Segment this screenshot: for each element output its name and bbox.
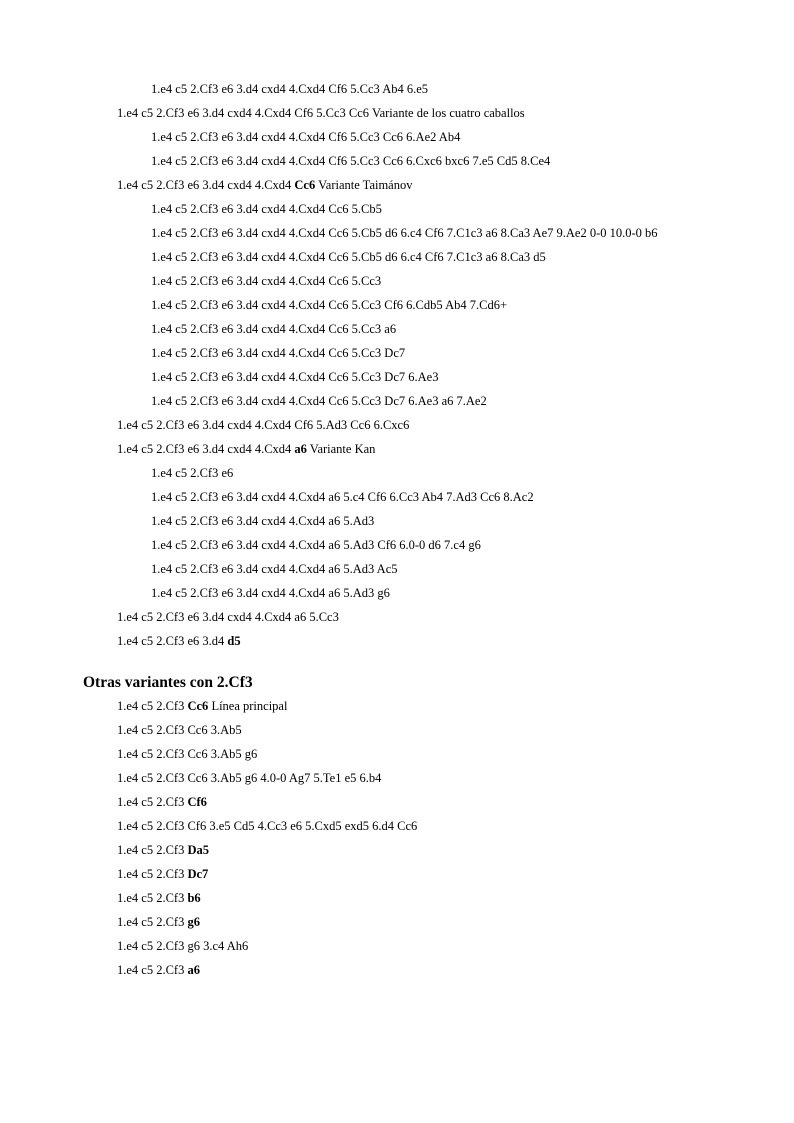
variation-line bbox=[151, 465, 233, 481]
variation-line bbox=[117, 105, 525, 121]
variation-line bbox=[117, 818, 417, 834]
move-sequence: 1.e4 c5 2.Cf3 e6 3.d4 cxd4 4.Cxd4 Cf6 5.Cc3 Cc6 6.Ae2 Ab4 bbox=[151, 130, 461, 144]
move-sequence: 1.e4 c5 2.Cf3 Cc6 3.Ab5 bbox=[117, 723, 242, 737]
variation-line bbox=[151, 561, 398, 577]
variation-line bbox=[117, 770, 381, 786]
key-move: Da5 bbox=[187, 843, 210, 857]
variation-line bbox=[117, 722, 242, 738]
move-sequence: 1.e4 c5 2.Cf3 e6 3.d4 cxd4 4.Cxd4 a6 5.Ad3 bbox=[151, 514, 375, 528]
key-move: Cc6 bbox=[187, 699, 209, 713]
move-sequence: 1.e4 c5 2.Cf3 bbox=[117, 891, 188, 905]
variation-line bbox=[151, 273, 381, 289]
move-sequence: 1.e4 c5 2.Cf3 bbox=[117, 699, 188, 713]
variation-line bbox=[151, 537, 481, 553]
variation-line bbox=[117, 698, 287, 714]
move-sequence: 1.e4 c5 2.Cf3 e6 3.d4 cxd4 4.Cxd4 Cc6 5.Cc3 Dc7 6.Ae3 a6 7.Ae2 bbox=[151, 394, 487, 408]
move-sequence: 1.e4 c5 2.Cf3 e6 3.d4 cxd4 4.Cxd4 Cc6 5.Cc3 Cf6 6.Cdb5 Ab4 7.Cd6+ bbox=[151, 298, 507, 312]
variation-line bbox=[151, 201, 382, 217]
variation-line bbox=[151, 153, 550, 169]
move-sequence: 1.e4 c5 2.Cf3 e6 3.d4 cxd4 4.Cxd4 Cc6 5.Cc3 Dc7 6.Ae3 bbox=[151, 370, 439, 384]
move-sequence: 1.e4 c5 2.Cf3 e6 3.d4 cxd4 4.Cxd4 a6 5.Ad3 Ac5 bbox=[151, 562, 398, 576]
move-sequence: 1.e4 c5 2.Cf3 e6 3.d4 cxd4 4.Cxd4 a6 5.Ad3 g6 bbox=[151, 586, 390, 600]
variation-line bbox=[117, 962, 200, 978]
key-move: g6 bbox=[187, 915, 200, 929]
variation-line bbox=[151, 249, 546, 265]
variation-line bbox=[117, 746, 257, 762]
variation-line bbox=[117, 441, 375, 457]
variation-line bbox=[151, 393, 487, 409]
move-sequence: 1.e4 c5 2.Cf3 e6 3.d4 cxd4 4.Cxd4 Cf6 5.Ad3 Cc6 6.Cxc6 bbox=[117, 418, 410, 432]
variation-line bbox=[117, 866, 208, 882]
key-move: b6 bbox=[187, 891, 201, 905]
move-sequence: 1.e4 c5 2.Cf3 Cf6 3.e5 Cd5 4.Cc3 e6 5.Cxd5 exd5 6.d4 Cc6 bbox=[117, 819, 418, 833]
variation-line bbox=[117, 633, 241, 649]
move-sequence: 1.e4 c5 2.Cf3 e6 3.d4 cxd4 4.Cxd4 Cf6 5.Cc3 Cc6 Variante de los cuatro caballos bbox=[117, 106, 525, 120]
variation-line bbox=[117, 842, 209, 858]
variation-line bbox=[117, 177, 412, 193]
move-sequence: 1.e4 c5 2.Cf3 e6 3.d4 cxd4 4.Cxd4 a6 5.Ad3 Cf6 6.0-0 d6 7.c4 g6 bbox=[151, 538, 481, 552]
variation-line bbox=[151, 297, 507, 313]
key-move: Cf6 bbox=[187, 795, 207, 809]
move-sequence: 1.e4 c5 2.Cf3 e6 3.d4 cxd4 4.Cxd4 Cc6 5.Cc3 bbox=[151, 274, 382, 288]
move-sequence: 1.e4 c5 2.Cf3 e6 3.d4 cxd4 4.Cxd4 Cc6 5.Cb5 d6 6.c4 Cf6 7.C1c3 a6 8.Ca3 Ae7 9.Ae2 0-0 10.0-0 b6 bbox=[151, 226, 658, 240]
variation-line bbox=[117, 938, 248, 954]
section-heading: Otras variantes con 2.Cf3 bbox=[83, 674, 253, 691]
variation-line bbox=[117, 417, 409, 433]
variation-line bbox=[151, 321, 396, 337]
variation-line bbox=[151, 81, 428, 97]
move-sequence: 1.e4 c5 2.Cf3 e6 3.d4 cxd4 4.Cxd4 a6 5.Cc3 bbox=[117, 610, 339, 624]
move-sequence: 1.e4 c5 2.Cf3 Cc6 3.Ab5 g6 bbox=[117, 747, 258, 761]
move-sequence: 1.e4 c5 2.Cf3 e6 3.d4 bbox=[117, 634, 228, 648]
variation-name: Línea principal bbox=[208, 699, 288, 713]
variation-name: Variante Taimánov bbox=[315, 178, 413, 192]
move-sequence: 1.e4 c5 2.Cf3 Cc6 3.Ab5 g6 4.0-0 Ag7 5.Te1 e5 6.b4 bbox=[117, 771, 382, 785]
move-sequence: 1.e4 c5 2.Cf3 e6 3.d4 cxd4 4.Cxd4 bbox=[117, 178, 295, 192]
variation-line bbox=[151, 129, 460, 145]
move-sequence: 1.e4 c5 2.Cf3 e6 3.d4 cxd4 4.Cxd4 bbox=[117, 442, 295, 456]
variation-name: Variante Kan bbox=[306, 442, 376, 456]
variation-line bbox=[151, 489, 534, 505]
move-sequence: 1.e4 c5 2.Cf3 e6 3.d4 cxd4 4.Cxd4 Cc6 5.Cb5 bbox=[151, 202, 382, 216]
variation-line bbox=[151, 513, 374, 529]
key-move: Cc6 bbox=[294, 178, 316, 192]
move-sequence: 1.e4 c5 2.Cf3 bbox=[117, 867, 188, 881]
move-sequence: 1.e4 c5 2.Cf3 bbox=[117, 963, 188, 977]
variation-line bbox=[151, 345, 405, 361]
key-move: Dc7 bbox=[187, 867, 209, 881]
variation-line bbox=[117, 914, 200, 930]
variation-line bbox=[117, 609, 339, 625]
key-move: a6 bbox=[187, 963, 200, 977]
variation-line bbox=[117, 794, 207, 810]
move-sequence: 1.e4 c5 2.Cf3 bbox=[117, 843, 188, 857]
variation-line bbox=[151, 225, 658, 241]
move-sequence: 1.e4 c5 2.Cf3 e6 bbox=[151, 466, 234, 480]
move-sequence: 1.e4 c5 2.Cf3 e6 3.d4 cxd4 4.Cxd4 Cc6 5.Cb5 d6 6.c4 Cf6 7.C1c3 a6 8.Ca3 d5 bbox=[151, 250, 546, 264]
move-sequence: 1.e4 c5 2.Cf3 bbox=[117, 915, 188, 929]
variation-line bbox=[151, 585, 390, 601]
move-sequence: 1.e4 c5 2.Cf3 e6 3.d4 cxd4 4.Cxd4 Cc6 5.Cc3 a6 bbox=[151, 322, 397, 336]
key-move: d5 bbox=[227, 634, 241, 648]
move-sequence: 1.e4 c5 2.Cf3 e6 3.d4 cxd4 4.Cxd4 Cc6 5.Cc3 Dc7 bbox=[151, 346, 406, 360]
move-sequence: 1.e4 c5 2.Cf3 g6 3.c4 Ah6 bbox=[117, 939, 249, 953]
move-sequence: 1.e4 c5 2.Cf3 bbox=[117, 795, 188, 809]
move-sequence: 1.e4 c5 2.Cf3 e6 3.d4 cxd4 4.Cxd4 Cf6 5.Cc3 Ab4 6.e5 bbox=[151, 82, 429, 96]
move-sequence: 1.e4 c5 2.Cf3 e6 3.d4 cxd4 4.Cxd4 a6 5.c4 Cf6 6.Cc3 Ab4 7.Ad3 Cc6 8.Ac2 bbox=[151, 490, 534, 504]
move-sequence: 1.e4 c5 2.Cf3 e6 3.d4 cxd4 4.Cxd4 Cf6 5.Cc3 Cc6 6.Cxc6 bxc6 7.e5 Cd5 8.Ce4 bbox=[151, 154, 551, 168]
variation-line bbox=[151, 369, 438, 385]
variation-line bbox=[117, 890, 201, 906]
key-move: a6 bbox=[294, 442, 307, 456]
